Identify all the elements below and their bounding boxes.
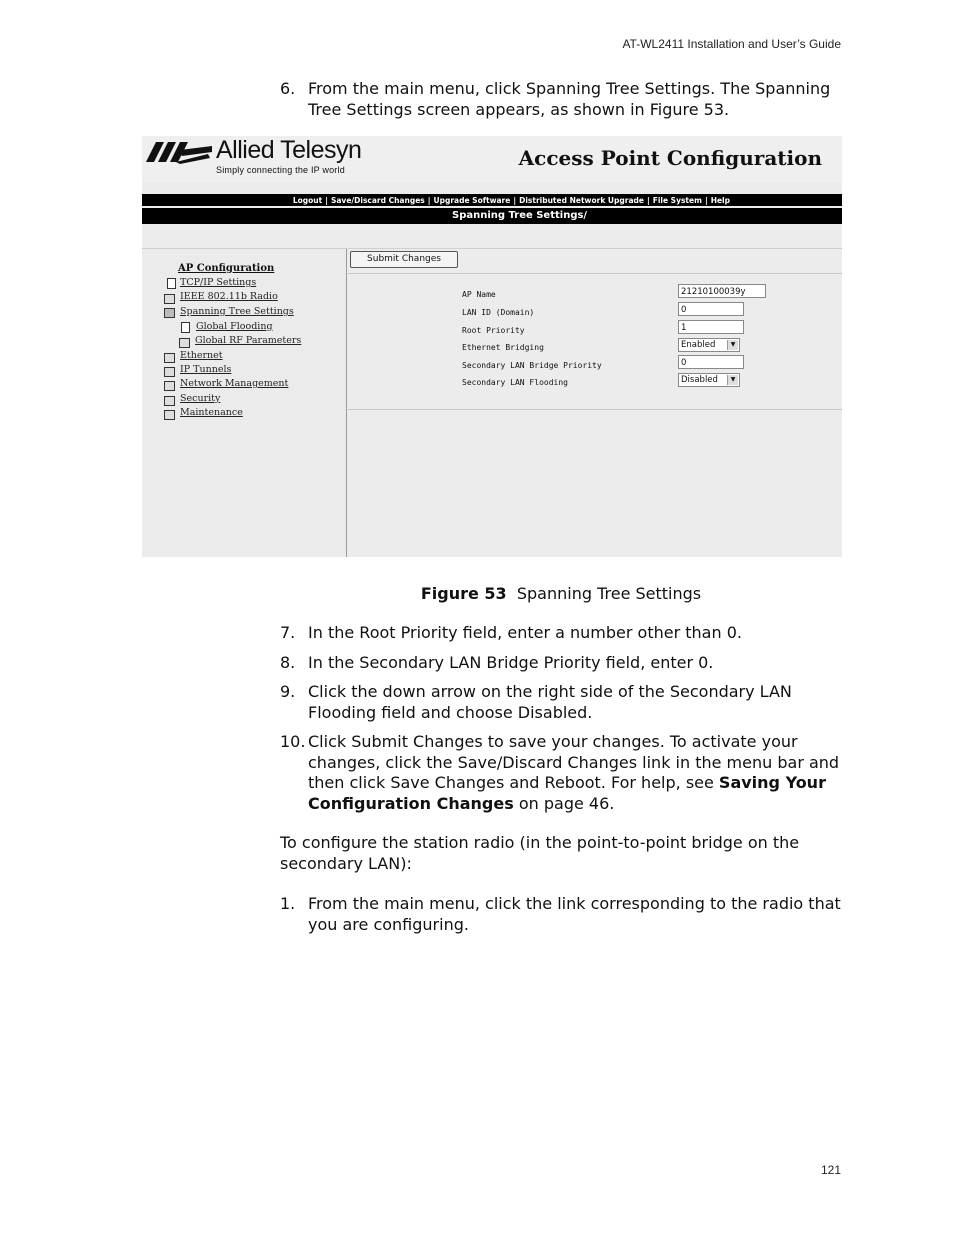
sidebar-item-network-management[interactable]: Network Management — [180, 378, 289, 389]
step-text-part: Click Submit Changes to save your changes. To activate your changes, click the Save/Discard Changes link in the menu bar and then click Save Changes and Reboot. For help, see — [308, 732, 840, 792]
field-label-ap-name: AP Name — [462, 290, 496, 299]
menu-bar — [142, 184, 842, 236]
caption-text: Spanning Tree Settings — [516, 584, 702, 603]
sidebar-item-global-flooding[interactable]: Global Flooding — [196, 321, 273, 332]
step-number: 8. — [280, 653, 296, 672]
menu-separator: | — [704, 195, 708, 205]
menu-save-discard[interactable]: Save/Discard Changes — [330, 195, 425, 205]
secondary-lan-bridge-priority-input[interactable]: 0 — [678, 355, 744, 369]
app-title: Access Point Configuration — [518, 146, 822, 170]
sidebar-item-ip-tunnels[interactable]: IP Tunnels — [180, 364, 232, 375]
station-paragraph: To configure the station radio (in the point-to-point bridge on the secondary LAN): — [280, 833, 800, 873]
folder-icon — [164, 367, 175, 377]
page-number: 121 — [820, 1163, 841, 1177]
step-number: 9. — [280, 682, 296, 701]
step-number: 10. — [280, 732, 306, 751]
step-text: From the main menu, click the link corresponding to the radio that you are configuring. — [308, 894, 841, 934]
folder-icon — [164, 353, 175, 363]
sidebar-item-tcpip[interactable]: TCP/IP Settings — [180, 277, 257, 288]
field-label-ethernet-bridging: Ethernet Bridging — [462, 343, 544, 352]
step-number: 1. — [280, 894, 296, 913]
menu-items — [293, 194, 730, 206]
sidebar-item-maintenance[interactable]: Maintenance — [180, 407, 243, 418]
running-header: AT-WL2411 Installation and User’s Guide — [622, 37, 841, 51]
step-9 — [280, 682, 842, 723]
sidebar-item-global-rf[interactable]: Global RF Parameters — [195, 335, 302, 346]
page-heading-strip — [142, 208, 842, 224]
menu-logout[interactable]: Logout — [292, 195, 323, 205]
sidebar-item-spanning-tree[interactable]: Spanning Tree Settings — [180, 306, 294, 317]
figure-caption — [0, 584, 954, 603]
step-text: From the main menu, click Spanning Tree Settings. The Spanning Tree Settings screen appears, as shown in Figure 53. — [308, 79, 831, 119]
menu-distributed-network-upgrade[interactable]: Distributed Network Upgrade — [519, 195, 644, 205]
menu-help[interactable]: Help — [710, 195, 730, 205]
step-number: 7. — [280, 623, 296, 642]
sidebar-item-security[interactable]: Security — [180, 393, 221, 404]
divider — [348, 273, 842, 274]
main-pane — [348, 248, 842, 557]
chevron-down-icon[interactable]: ▼ — [727, 340, 738, 350]
menu-separator: | — [513, 195, 517, 205]
sidebar-item-radio[interactable]: IEEE 802.11b Radio — [180, 291, 278, 302]
ap-name-input[interactable]: 21210100039y — [678, 284, 766, 298]
menu-upgrade-software[interactable]: Upgrade Software — [433, 195, 511, 205]
lan-id-input[interactable]: 0 — [678, 302, 744, 316]
ethernet-bridging-select[interactable] — [678, 338, 740, 352]
root-priority-input[interactable]: 1 — [678, 320, 744, 334]
brand-tagline: Simply connecting the IP world — [216, 165, 345, 175]
app-banner — [142, 136, 842, 183]
step-number: 6. — [280, 79, 296, 98]
sidebar-item-ethernet[interactable]: Ethernet — [180, 350, 223, 361]
step-10 — [280, 732, 842, 814]
folder-icon — [179, 338, 190, 348]
folder-icon — [164, 294, 175, 304]
step-1 — [280, 894, 842, 935]
folder-icon — [164, 396, 175, 406]
submit-changes-button[interactable]: Submit Changes — [350, 251, 458, 268]
document-icon — [181, 322, 190, 333]
step-text: In the Root Priority field, enter a number other than 0. — [308, 623, 742, 642]
menu-file-system[interactable]: File System — [652, 195, 702, 205]
step-7 — [280, 623, 842, 644]
field-label-secondary-lan-flooding: Secondary LAN Flooding — [462, 378, 568, 387]
step-8 — [280, 653, 842, 674]
document-icon — [167, 278, 176, 289]
field-label-secondary-lan-bridge-priority: Secondary LAN Bridge Priority — [462, 361, 602, 370]
allied-telesyn-logo-icon — [146, 142, 212, 164]
ethernet-bridging-value: Enabled — [681, 340, 716, 350]
open-folder-icon — [164, 308, 175, 318]
chevron-down-icon[interactable]: ▼ — [727, 375, 738, 385]
folder-icon — [164, 410, 175, 420]
step-text: In the Secondary LAN Bridge Priority field, enter 0. — [308, 653, 714, 672]
page-heading: Spanning Tree Settings/ — [452, 210, 588, 221]
sidebar — [142, 248, 347, 557]
cross-reference: Saving Your Configuration Changes — [308, 773, 826, 813]
menu-strip — [142, 194, 842, 206]
secondary-lan-flooding-select[interactable] — [678, 373, 740, 387]
figure-screenshot — [142, 136, 842, 557]
folder-icon — [164, 381, 175, 391]
field-label-lan-id: LAN ID (Domain) — [462, 308, 535, 317]
step-6 — [280, 79, 842, 120]
menu-separator: | — [427, 195, 431, 205]
step-text-part: on page 46. — [513, 793, 615, 813]
field-label-root-priority: Root Priority — [462, 326, 525, 335]
step-text: Click the down arrow on the right side of the Secondary LAN Flooding field and choose Disabled. — [308, 682, 792, 722]
sidebar-heading[interactable]: AP Configuration — [178, 263, 275, 274]
menu-separator: | — [325, 195, 328, 205]
secondary-lan-flooding-value: Disabled — [681, 375, 718, 385]
brand-name: Allied Telesyn — [216, 136, 362, 164]
divider — [348, 409, 842, 410]
menu-separator: | — [646, 195, 650, 205]
caption-label: Figure 53 — [420, 584, 507, 603]
step-text — [308, 732, 842, 814]
